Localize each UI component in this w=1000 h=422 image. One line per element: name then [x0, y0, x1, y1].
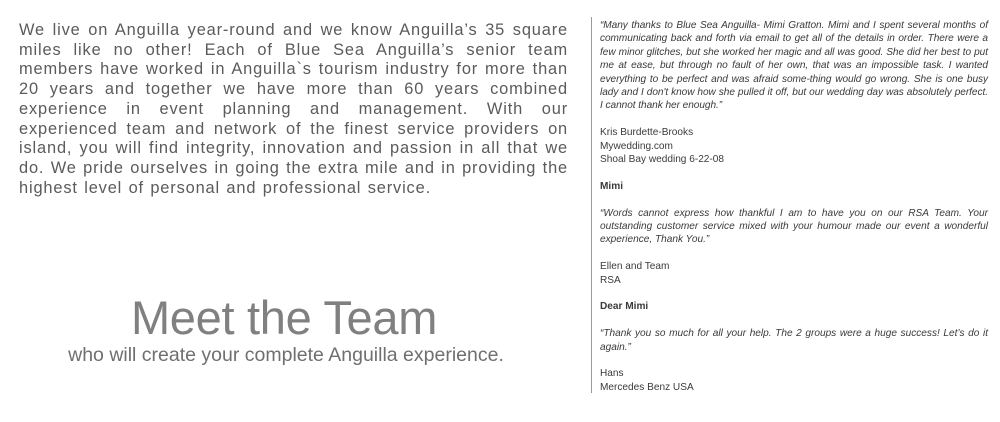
- testimonial-author-name: Ellen and Team: [600, 261, 670, 273]
- testimonial-author-detail: Mercedes Benz USA: [600, 381, 694, 393]
- testimonial-author-detail: RSA: [600, 274, 621, 286]
- testimonials-column: [600, 19, 988, 394]
- column-divider: [591, 17, 592, 393]
- testimonial-author-detail: Mywedding.com: [600, 140, 673, 152]
- meet-the-team-heading: Meet the Team: [130, 291, 438, 344]
- meet-the-team-section: [0, 292, 566, 366]
- testimonial-1: [600, 19, 988, 166]
- testimonial-author-detail: Shoal Bay wedding 6-22-08: [600, 154, 725, 166]
- meet-the-team-subtitle: who will create your complete Anguilla experience.: [68, 344, 504, 366]
- testimonial-quote: “Many thanks to Blue Sea Anguilla- Mimi Gratton. Mimi and I spent several months of communicating back and forth via email to get all of the details in order. There were a few minor glitches, but she worked her magic and all was good. She did her best to put me at ease, but through no fault of her own, that was an impossible task. I wanted everything to be perfect and was afraid some-thing would go wrong. She is one busy lady and I don't know how she pulled it off, but our wedding day was absolutely perfect. I cannot thank her enough.”: [600, 20, 988, 112]
- testimonial-quote: “Thank you so much for all your help. The 2 groups were a huge success! Let’s do it again.”: [600, 328, 988, 353]
- testimonial-heading: Mimi: [600, 180, 623, 192]
- testimonial-quote: “Words cannot express how thankful I am to have you on our RSA Team. Your outstanding customer service mixed with your humour made our event a wonderful experience, Thank You.”: [600, 207, 988, 246]
- testimonial-2: [600, 180, 988, 287]
- testimonial-author-name: Hans: [600, 368, 624, 380]
- testimonial-3: [600, 300, 988, 394]
- testimonial-author-name: Kris Burdette-Brooks: [600, 127, 694, 139]
- testimonial-heading: Dear Mimi: [600, 301, 649, 313]
- intro-paragraph: We live on Anguilla year-round and we know Anguilla’s 35 square miles like no other! Each of Blue Sea Anguilla’s senior team members have worked in Anguilla`s tourism industry for more than 20 years and together we have more than 60 years combined experience in event planning and management. With our experienced team and network of the finest service providers on island, you will find integrity, innovation and passion in all that we do. We pride ourselves in going the extra mile and in providing the highest level of personal and professional service.: [19, 21, 568, 197]
